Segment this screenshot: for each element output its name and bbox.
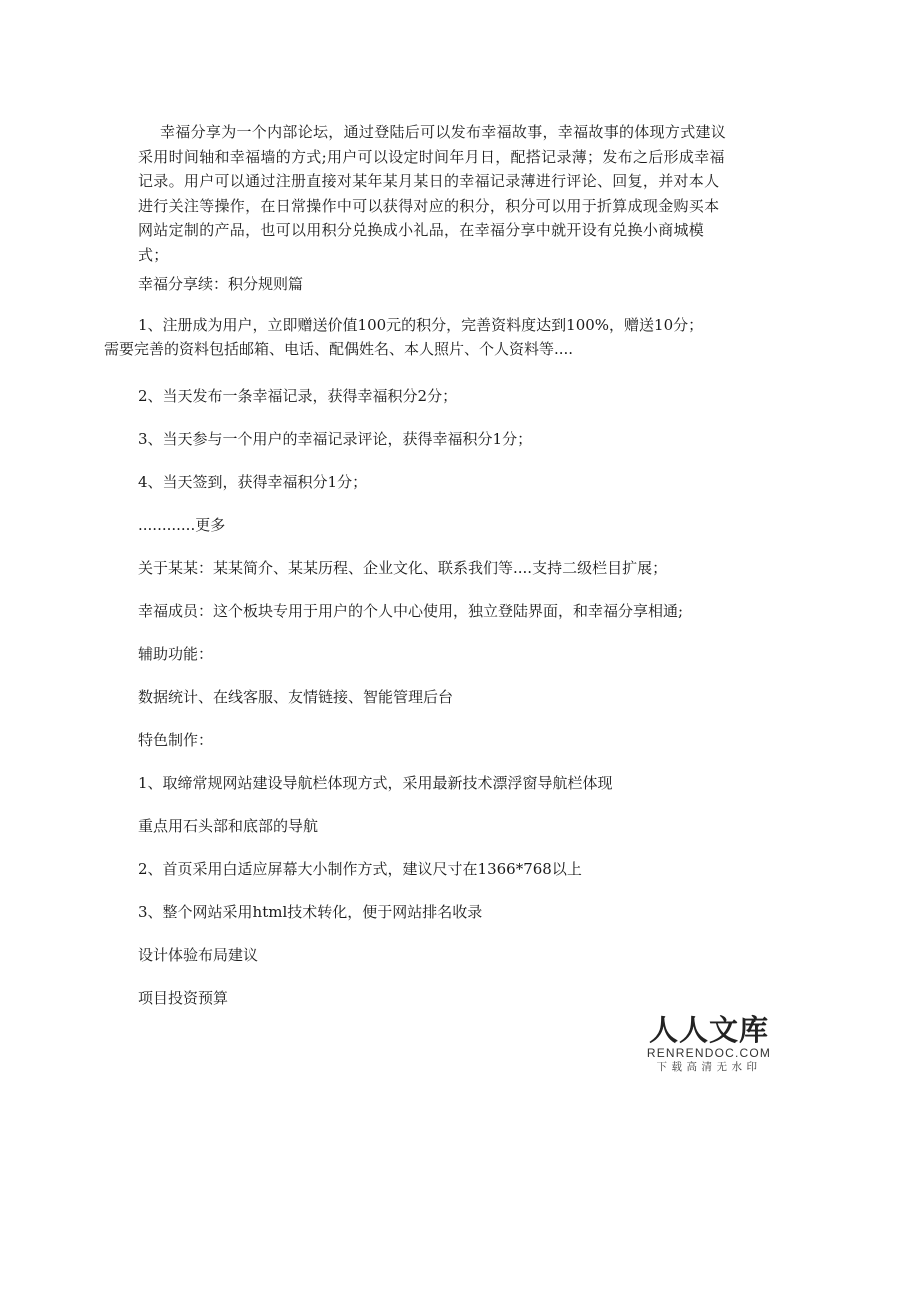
feature-3: 3、整个网站采用html技术转化，便于网站排名收录 <box>138 903 483 921</box>
members-section: 幸福成员：这个板块专用于用户的个人中心使用，独立登陆界面，和幸福分享相通; <box>138 602 684 620</box>
rule-2: 2、当天发布一条幸福记录，获得幸福积分2分； <box>138 387 458 405</box>
design-suggestion: 设计体验布局建议 <box>138 946 259 964</box>
about-section: 关于某某：某某简介、某某历程、企业文化、联系我们等....支持二级栏目扩展； <box>138 559 668 577</box>
feature-1: 1、取缔常规网站建设导航栏体现方式，采用最新技术漂浮窗导航栏体现 <box>138 774 613 792</box>
watermark-subtitle: 下载高清无水印 <box>656 1061 762 1073</box>
aux-functions-title: 辅助功能： <box>138 645 214 663</box>
feature-2: 2、首页采用白适应屏幕大小制作方式，建议尺寸在1366*768以上 <box>138 860 582 878</box>
watermark-domain: RENRENDOC.COM <box>646 1046 772 1060</box>
section-title: 幸福分享续：积分规则篇 <box>138 275 304 293</box>
rule-1-line-1: 1、注册成为用户，立即赠送价值100元的积分，完善资料度达到100%，赠送10分； <box>138 316 704 334</box>
rule-1-line-2: 需要完善的资料包括邮箱、电话、配偶姓名、本人照片、个人资料等.... <box>104 340 574 358</box>
watermark-logo <box>646 1014 772 1074</box>
aux-functions-list: 数据统计、在线客服、友情链接、智能管理后台 <box>138 688 454 706</box>
budget: 项目投资预算 <box>138 989 229 1007</box>
feature-1-note: 重点用石头部和底部的导航 <box>138 817 319 835</box>
more-link-text: ............更多 <box>138 516 226 534</box>
watermark-title: 人人文库 <box>648 1013 769 1047</box>
rule-1 <box>104 313 744 361</box>
rule-3: 3、当天参与一个用户的幸福记录评论，获得幸福积分1分； <box>138 430 533 448</box>
rule-4: 4、当天签到，获得幸福积分1分； <box>138 473 368 491</box>
features-title: 特色制作： <box>138 731 214 749</box>
intro-paragraph: 幸福分享为一个内部论坛，通过登陆后可以发布幸福故事，幸福故事的体现方式建议采用时间轴和幸福墙的方式;用户可以设定时间年月日，配搭记录薄；发布之后形成幸福记录。用户可以通过注册直接对某年某月某日的幸福记录薄进行评论、回复，并对本人进行关注等操作，在日常操作中可以获得对应的积分，积分可以用于折算成现金购买本网站定制的产品，也可以用积分兑换成小礼品，在幸福分享中就开设有兑换小商城模式； <box>138 123 727 264</box>
